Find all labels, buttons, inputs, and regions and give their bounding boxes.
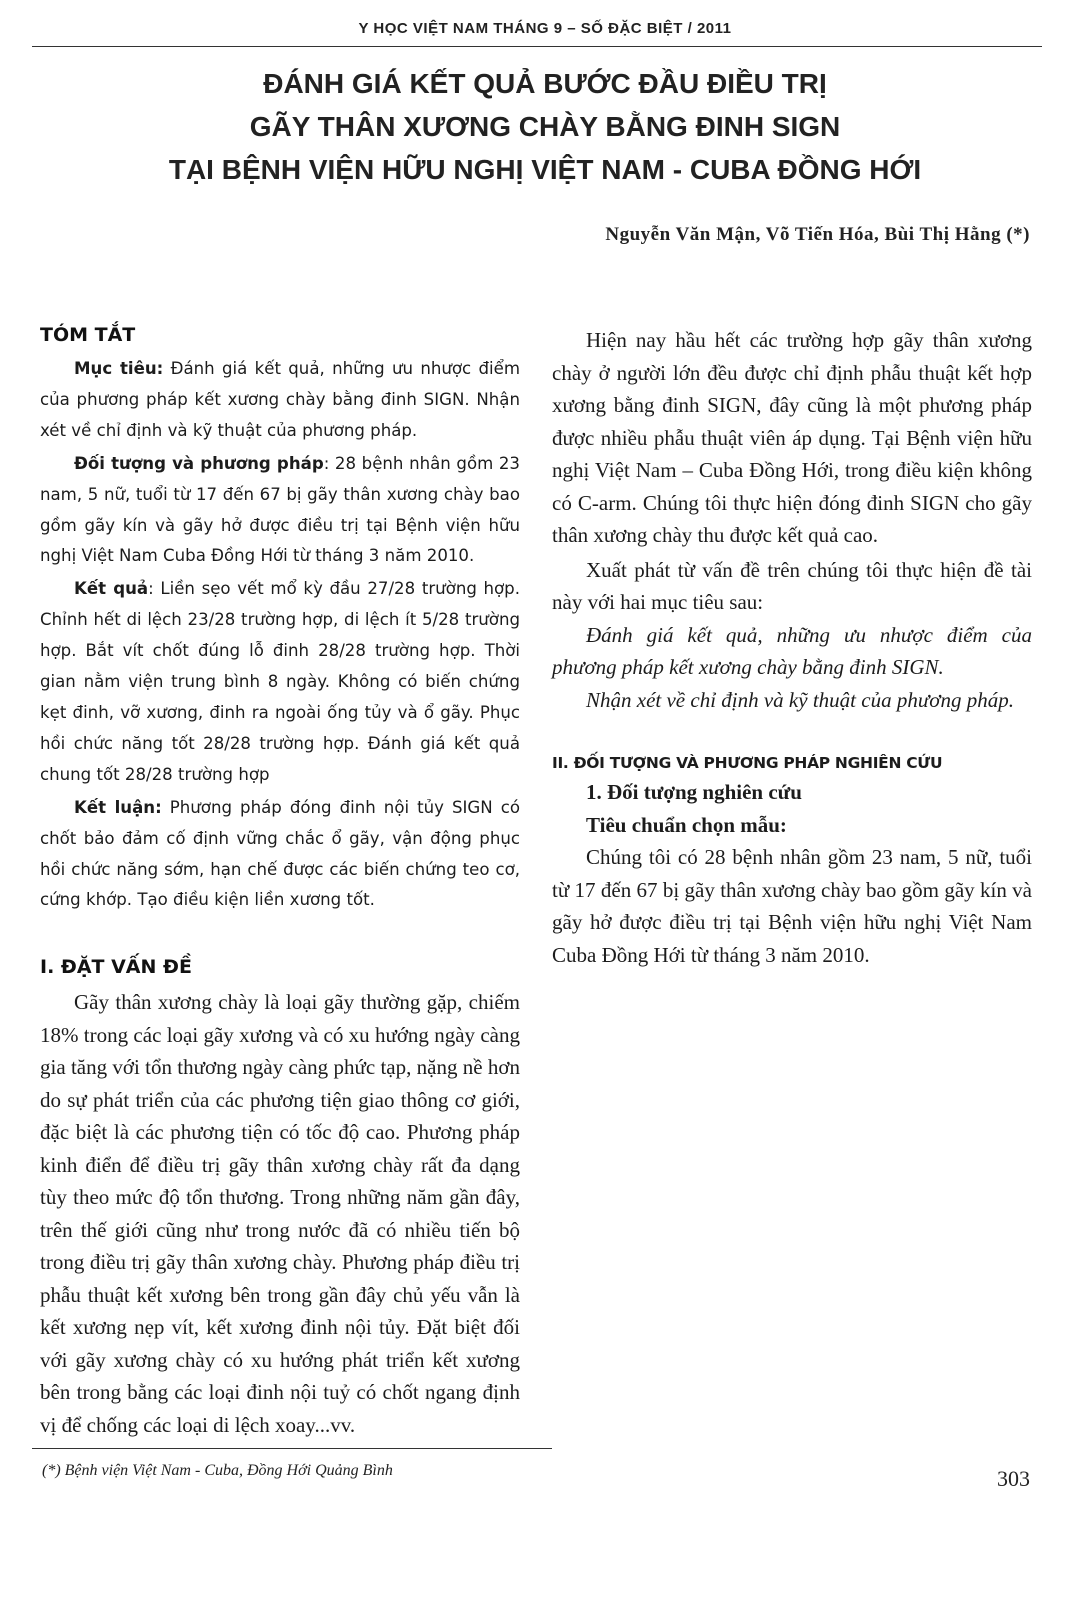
results-label: Kết quả [74, 579, 149, 599]
abstract-body [40, 354, 520, 916]
objective-text: Đánh giá kết quả, những ưu nhược điểm của phương pháp kết xương chày bằng đinh SIGN. Nhận xét về chỉ định và kỹ thuật của phương pháp. [40, 359, 520, 440]
authors: Nguyễn Văn Mận, Võ Tiến Hóa, Bùi Thị Hằng (*) [605, 224, 1030, 245]
methods-label: Đối tượng và phương pháp [74, 453, 324, 473]
abstract-heading: TÓM TẮT [40, 324, 136, 346]
section1-paragraph-2: Hiện nay hầu hết các trường hợp gãy thân xương chày ở người lớn đều được chỉ định phẫu thuật kết hợp xương bằng đinh SIGN, đây cũng là một phương pháp được nhiều phẫu thuật viên áp dụng. Tại Bệnh viện hữu nghị Việt Nam – Cuba Đồng Hới, trong điều kiện không có C-arm. Chúng tôi thực hiện đóng đinh SIGN cho gãy thân xương chày thu được kết quả cao. [552, 328, 1032, 547]
objective-item-2: Nhận xét về chỉ định và kỹ thuật của phương pháp. [586, 687, 1014, 712]
footnote-rule [32, 1448, 552, 1449]
section1-heading: I. ĐẶT VẤN ĐỀ [40, 956, 192, 979]
objective-item-1: Đánh giá kết quả, những ưu nhược điểm của phương pháp kết xương chày bằng đinh SIGN. [552, 622, 1032, 679]
conclusion-label: Kết luận: [74, 797, 162, 817]
article-title [40, 62, 1050, 191]
section2-paragraph-1: Chúng tôi có 28 bệnh nhân gồm 23 nam, 5 nữ, tuổi từ 17 đến 67 bị gãy thân xương chày bao gồm gãy kín và gãy hở được điều trị tại Bệnh viện hữu nghị Việt Nam Cuba Đồng Hới từ tháng 3 năm 2010. [552, 845, 1032, 967]
header-rule [32, 46, 1042, 47]
abstract-conclusion [40, 793, 520, 917]
results-text: : Liền sẹo vết mổ kỳ đầu 27/28 trường hợp. Chỉnh hết di lệch 23/28 trường hợp, di lệch ít 5/28 trường hợp. Bắt vít chốt đúng lỗ đinh 28/28 trường hợp. Thời gian nằm viện trung bình 8 ngày. Không có biến chứng kẹt đinh, vỡ xương, đinh ra ngoài ống tủy và ổ gãy. Phục hồi chức năng tốt 28/28 trường hợp. Đánh giá kết quả chung tốt 28/28 trường hợp [40, 579, 520, 784]
abstract-methods [40, 449, 520, 573]
section2-heading: II. ĐỐI TƯỢNG VÀ PHƯƠNG PHÁP NGHIÊN CỨU [552, 754, 943, 772]
page-number: 303 [997, 1466, 1030, 1491]
title-line-3: TẠI BỆNH VIỆN HỮU NGHỊ VIỆT NAM - CUBA ĐỒNG HỚI [168, 154, 922, 185]
methods-text: : 28 bệnh nhân gồm 23 nam, 5 nữ, tuổi từ 17 đến 67 bị gãy thân xương chày bao gồm gãy kín và gãy hở được điều trị tại Bệnh viện hữu nghị Việt Nam Cuba Đồng Hới từ tháng 3 năm 2010. [40, 453, 520, 566]
running-header: Y HỌC VIỆT NAM THÁNG 9 – SỐ ĐẶC BIỆT / 2011 [358, 20, 732, 37]
right-column [552, 318, 1032, 971]
abstract-objective [40, 354, 520, 447]
abstract-results [40, 574, 520, 790]
conclusion-text: Phương pháp đóng đinh nội tủy SIGN có chốt bảo đảm cố định vững chắc ổ gãy, vận động phục hồi chức năng sớm, hạn chế được các biến chứng teo cơ, cứng khớp. Tạo điều kiện liền xương tốt. [40, 797, 520, 910]
footnote: (*) Bệnh viện Việt Nam - Cuba, Đồng Hới Quảng Bình [42, 1462, 393, 1479]
criteria-heading: Tiêu chuẩn chọn mẫu: [586, 812, 787, 837]
title-line-1: ĐÁNH GIÁ KẾT QUẢ BƯỚC ĐẦU ĐIỀU TRỊ [263, 68, 827, 99]
objective-label: Mục tiêu: [74, 359, 164, 378]
subsection-heading: 1. Đối tượng nghiên cứu [586, 780, 802, 804]
section1-paragraph-3: Xuất phát từ vấn đề trên chúng tôi thực hiện đề tài này với hai mục tiêu sau: [552, 557, 1032, 614]
left-column [40, 318, 520, 1441]
section1-paragraph-1: Gãy thân xương chày là loại gãy thường gặp, chiếm 18% trong các loại gãy xương và có xu hướng ngày càng gia tăng với tổn thương ngày càng phức tạp, nặng nề hơn do sự phát triển của các phương tiện giao thông cơ giới, đặc biệt là các phương tiện có tốc độ cao. Phương pháp kinh điển để điều trị gãy thân xương chày rất đa dạng tùy theo mức độ tổn thương. Trong những năm gần đây, trên thế giới cũng như trong nước đã có nhiều tiến bộ trong điều trị gãy thân xương chày. Phương pháp điều trị phẫu thuật kết xương bên trong gần đây chủ yếu vẫn là kết xương nẹp vít, kết xương đinh nội tủy. Đặt biệt đối với gãy xương chày có xu hướng phát triển kết xương bên trong bằng các loại đinh nội tuỷ có chốt ngang định vị để chống các loại di lệch xoay...vv. [40, 990, 520, 1437]
title-line-2: GÃY THÂN XƯƠNG CHÀY BẰNG ĐINH SIGN [249, 111, 841, 142]
right-column-body [552, 324, 1032, 716]
